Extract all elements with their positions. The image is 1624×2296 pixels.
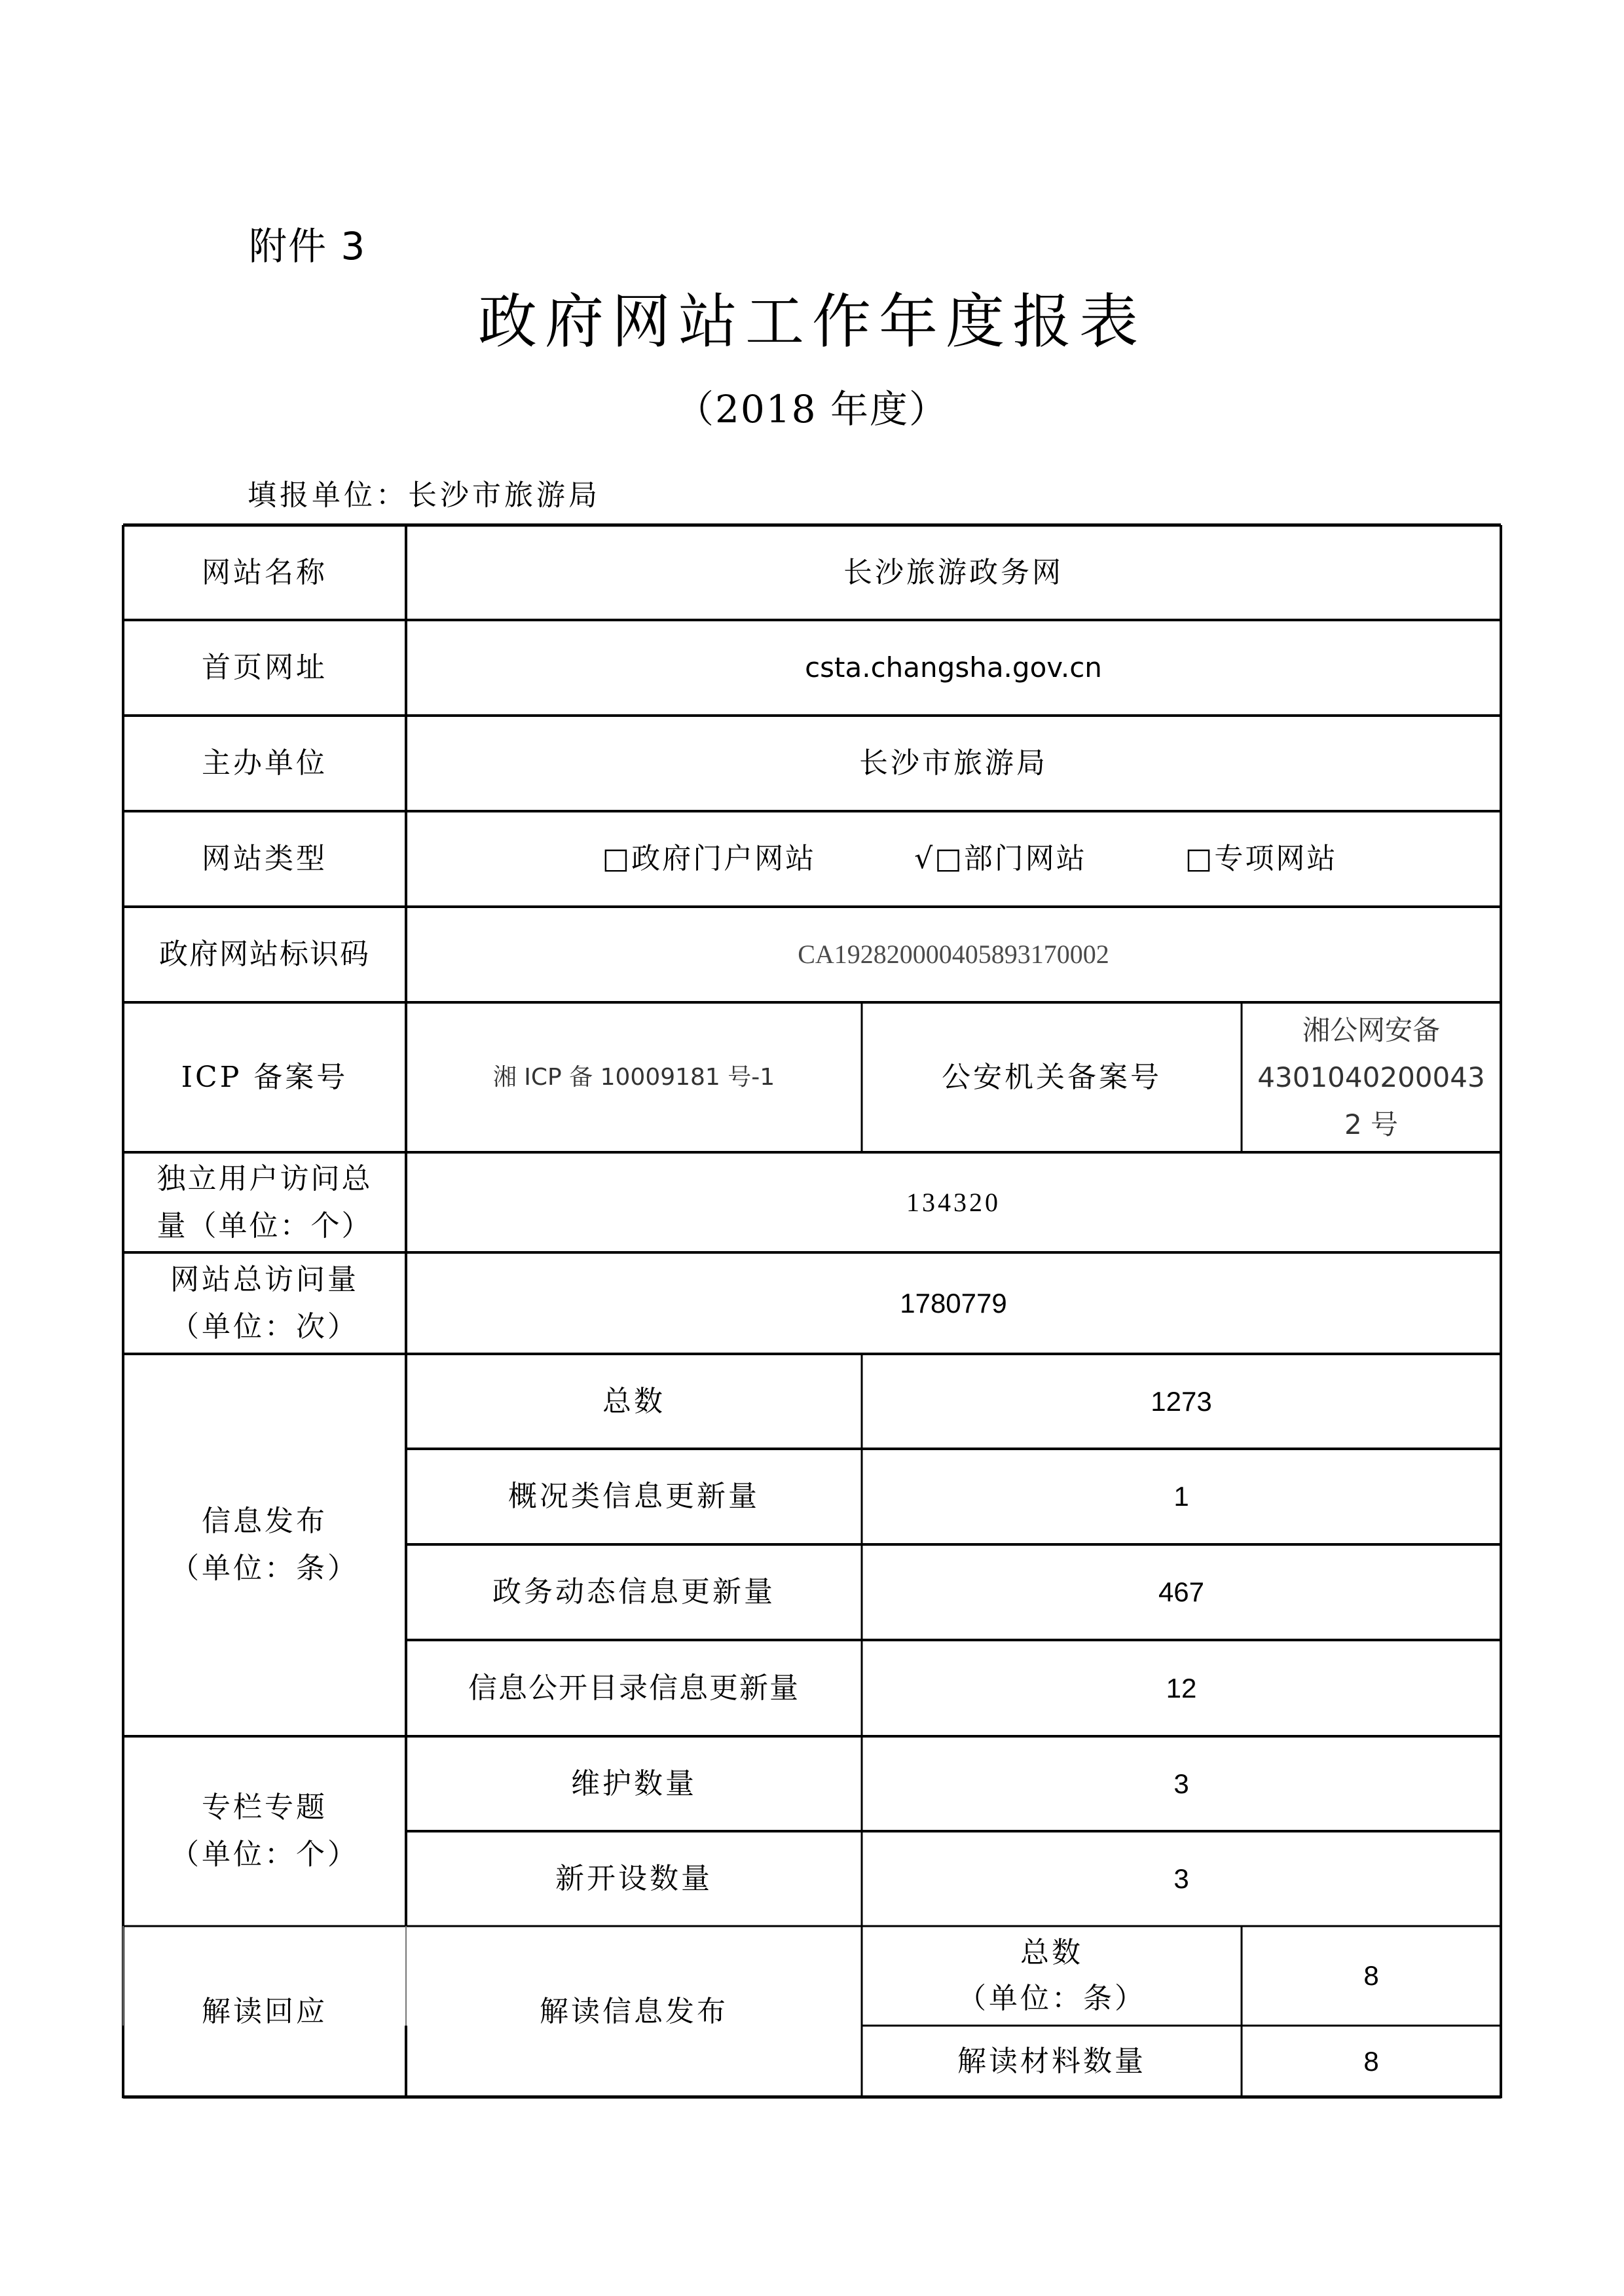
interpretation-total-value-text: 8 bbox=[1363, 1960, 1379, 1991]
interpretation-total-label-line-1: 总数 bbox=[1020, 1936, 1083, 1969]
total-visits-value bbox=[406, 1252, 1501, 1354]
new-count-value-text: 3 bbox=[1173, 1863, 1189, 1894]
news-updates-value bbox=[862, 1544, 1501, 1640]
sponsor-label-text: 主办单位 bbox=[202, 746, 327, 780]
sponsor-label bbox=[123, 716, 406, 811]
interpretation-release-label bbox=[406, 1926, 862, 2097]
page-subtitle: （2018 年度） bbox=[675, 387, 949, 431]
overview-updates-value bbox=[862, 1449, 1501, 1544]
homepage-url: csta.changsha.gov.cn bbox=[805, 651, 1102, 683]
psb-value-line-3: 2 号 bbox=[1344, 1108, 1399, 1140]
reporting-unit-value: 长沙市旅游局 bbox=[408, 479, 600, 512]
icp-value-text: 湘 ICP 备 10009181 号-1 bbox=[492, 1063, 775, 1091]
interpretation-total-label bbox=[862, 1926, 1242, 2026]
reporting-unit-label: 填报单位： bbox=[248, 479, 408, 512]
icp-value bbox=[406, 1002, 862, 1152]
site-code-label bbox=[123, 907, 406, 1002]
maintained-count-value bbox=[862, 1736, 1501, 1831]
catalog-updates-value bbox=[862, 1640, 1501, 1736]
icp-label-text: ICP 备案号 bbox=[181, 1060, 348, 1094]
interpretation-label bbox=[123, 1926, 406, 2097]
site-type-option-portal[interactable]: □政府门户网站 bbox=[602, 842, 817, 875]
total-visits-label-line-2: （单位：次） bbox=[170, 1309, 359, 1343]
columns-label-line-1: 专栏专题 bbox=[202, 1791, 327, 1824]
catalog-updates-label-text: 信息公开目录信息更新量 bbox=[468, 1671, 800, 1705]
attachment-label: 附件 3 bbox=[249, 224, 367, 268]
maintained-count-label-text: 维护数量 bbox=[571, 1766, 697, 1800]
maintained-count-value-text: 3 bbox=[1173, 1768, 1189, 1799]
columns-label-line-2: （单位：个） bbox=[170, 1838, 359, 1871]
total-visits-value-text: 1780779 bbox=[900, 1287, 1007, 1319]
overview-updates-label-text: 概况类信息更新量 bbox=[508, 1480, 760, 1513]
news-updates-label-text: 政务动态信息更新量 bbox=[492, 1575, 775, 1609]
info-total-value-text: 1273 bbox=[1151, 1385, 1212, 1417]
site-code-value-text: CA192820000405893170002 bbox=[798, 939, 1109, 969]
unique-visitors-label bbox=[123, 1152, 406, 1252]
info-total-label bbox=[406, 1354, 862, 1449]
psb-label bbox=[862, 1002, 1242, 1152]
interpretation-total-label-line-2: （单位：条） bbox=[957, 1982, 1146, 2015]
info-release-label-line-1: 信息发布 bbox=[202, 1504, 327, 1538]
reporting-unit bbox=[248, 476, 600, 515]
site-name-value bbox=[406, 525, 1501, 620]
columns-label bbox=[123, 1736, 406, 1926]
site-type-option-special[interactable]: □专项网站 bbox=[1185, 842, 1338, 875]
interpretation-label-text: 解读回应 bbox=[202, 1994, 327, 2028]
page-title: 政府网站工作年度报表 bbox=[478, 287, 1146, 356]
psb-value-line-1: 湘公网安备 bbox=[1302, 1013, 1440, 1046]
site-name-label bbox=[123, 525, 406, 620]
homepage-label bbox=[123, 620, 406, 716]
interpretation-release-label-text: 解读信息发布 bbox=[540, 1994, 728, 2028]
unique-visitors-value-text: 134320 bbox=[906, 1187, 1001, 1217]
interpretation-materials-value-text: 8 bbox=[1363, 2045, 1379, 2077]
overview-updates-value-text: 1 bbox=[1173, 1481, 1189, 1512]
info-total-label-text: 总数 bbox=[602, 1384, 665, 1418]
info-release-label bbox=[123, 1354, 406, 1736]
site-name-value-text: 长沙旅游政务网 bbox=[843, 555, 1063, 589]
catalog-updates-value-text: 12 bbox=[1166, 1672, 1197, 1704]
unique-visitors-label-line-2: 量（单位：个） bbox=[157, 1209, 373, 1243]
overview-updates-label bbox=[406, 1449, 862, 1544]
psb-label-text: 公安机关备案号 bbox=[942, 1060, 1162, 1094]
site-type-options bbox=[406, 811, 1501, 907]
interpretation-materials-label bbox=[862, 2026, 1242, 2097]
psb-value bbox=[1242, 1002, 1501, 1152]
total-visits-label-line-1: 网站总访问量 bbox=[170, 1262, 359, 1296]
info-total-value bbox=[862, 1354, 1501, 1449]
sponsor-value bbox=[406, 716, 1501, 811]
unique-visitors-label-line-1: 独立用户访问总 bbox=[157, 1161, 373, 1195]
interpretation-materials-value bbox=[1242, 2026, 1501, 2097]
new-count-label bbox=[406, 1831, 862, 1926]
info-release-label-line-2: （单位：条） bbox=[170, 1552, 359, 1585]
interpretation-materials-label-text: 解读材料数量 bbox=[957, 2044, 1146, 2078]
unique-visitors-value bbox=[406, 1152, 1501, 1252]
homepage-label-text: 首页网址 bbox=[202, 651, 327, 684]
new-count-value bbox=[862, 1831, 1501, 1926]
psb-value-line-2: 4301040200043 bbox=[1257, 1061, 1485, 1093]
catalog-updates-label bbox=[406, 1640, 862, 1736]
site-name-label-text: 网站名称 bbox=[202, 555, 327, 589]
homepage-value bbox=[406, 620, 1501, 716]
site-type-label bbox=[123, 811, 406, 907]
new-count-label-text: 新开设数量 bbox=[555, 1861, 712, 1895]
news-updates-label bbox=[406, 1544, 862, 1640]
site-type-option-department[interactable]: √□部门网站 bbox=[914, 842, 1087, 875]
icp-label bbox=[123, 1002, 406, 1152]
site-type-label-text: 网站类型 bbox=[202, 842, 327, 875]
site-code-value bbox=[406, 907, 1501, 1002]
sponsor-value-text: 长沙市旅游局 bbox=[859, 746, 1048, 780]
total-visits-label bbox=[123, 1252, 406, 1354]
interpretation-total-value bbox=[1242, 1926, 1501, 2026]
maintained-count-label bbox=[406, 1736, 862, 1831]
news-updates-value-text: 467 bbox=[1158, 1576, 1205, 1607]
site-code-label-text: 政府网站标识码 bbox=[159, 938, 370, 971]
